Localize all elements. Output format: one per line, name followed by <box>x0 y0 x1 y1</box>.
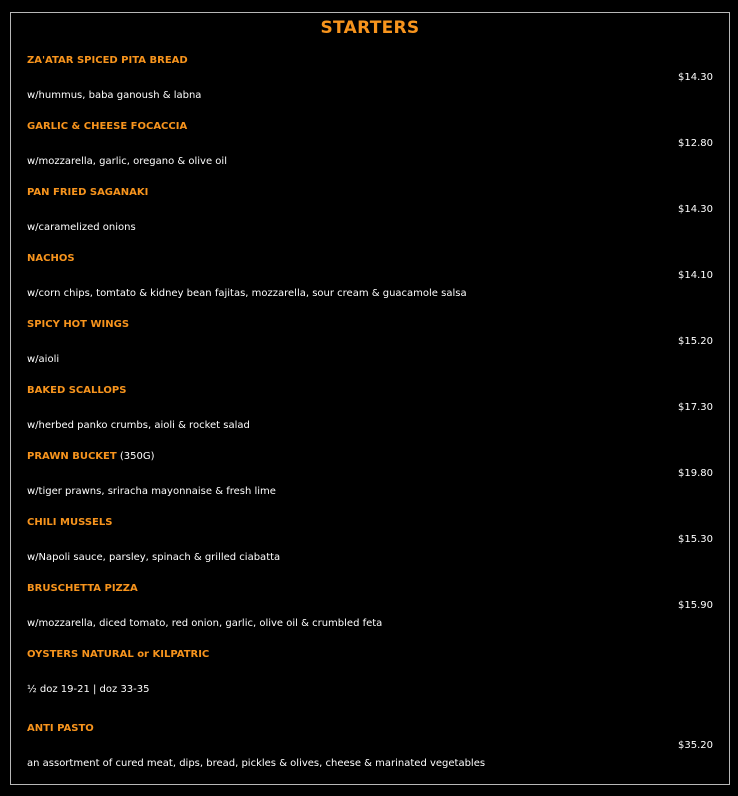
item-description: w/aioli <box>27 354 60 365</box>
item-description: w/caramelized onions <box>27 222 136 233</box>
item-name: PAN FRIED SAGANAKI <box>27 187 149 198</box>
item-price: $14.10 <box>678 270 713 281</box>
item-weight: (350G) <box>116 451 155 462</box>
item-name: NACHOS <box>27 253 75 264</box>
item-price: $12.80 <box>678 138 713 149</box>
item-name-text: PRAWN BUCKET <box>27 451 117 462</box>
item-description: w/Napoli sauce, parsley, spinach & grilled ciabatta <box>27 552 281 563</box>
item-price: $15.30 <box>678 534 713 545</box>
item-description: an assortment of cured meat, dips, bread, pickles & olives, cheese & marinated vegetables <box>27 758 486 769</box>
item-name: ZA'ATAR SPICED PITA BREAD <box>27 55 188 66</box>
item-price: $15.20 <box>678 336 713 347</box>
item-name: CHILI MUSSELS <box>27 517 113 528</box>
item-description: w/mozzarella, garlic, oregano & olive oil <box>27 156 227 167</box>
item-price: $35.20 <box>678 740 713 751</box>
item-description: w/herbed panko crumbs, aioli & rocket salad <box>27 420 250 431</box>
item-price: $14.30 <box>678 204 713 215</box>
item-name: BRUSCHETTA PIZZA <box>27 583 138 594</box>
item-name: SPICY HOT WINGS <box>27 319 130 330</box>
item-price: $14.30 <box>678 72 713 83</box>
item-description: ½ doz 19-21 | doz 33-35 <box>27 684 150 695</box>
item-description: w/hummus, baba ganoush & labna <box>27 90 202 101</box>
item-name: BAKED SCALLOPS <box>27 385 127 396</box>
item-description: w/mozzarella, diced tomato, red onion, garlic, olive oil & crumbled feta <box>27 618 383 629</box>
item-name: GARLIC & CHEESE FOCACCIA <box>27 121 188 132</box>
menu-title: STARTERS <box>320 18 420 38</box>
item-description: w/corn chips, tomtato & kidney bean fajitas, mozzarella, sour cream & guacamole salsa <box>27 288 467 299</box>
item-name: OYSTERS NATURAL or KILPATRIC <box>27 649 210 660</box>
item-price: $19.80 <box>678 468 713 479</box>
item-price: $17.30 <box>678 402 713 413</box>
item-description: w/tiger prawns, sriracha mayonnaise & fresh lime <box>27 486 276 497</box>
item-name: ANTI PASTO <box>27 723 94 734</box>
item-price: $15.90 <box>678 600 713 611</box>
item-name <box>27 451 155 462</box>
starters-menu <box>10 12 730 785</box>
